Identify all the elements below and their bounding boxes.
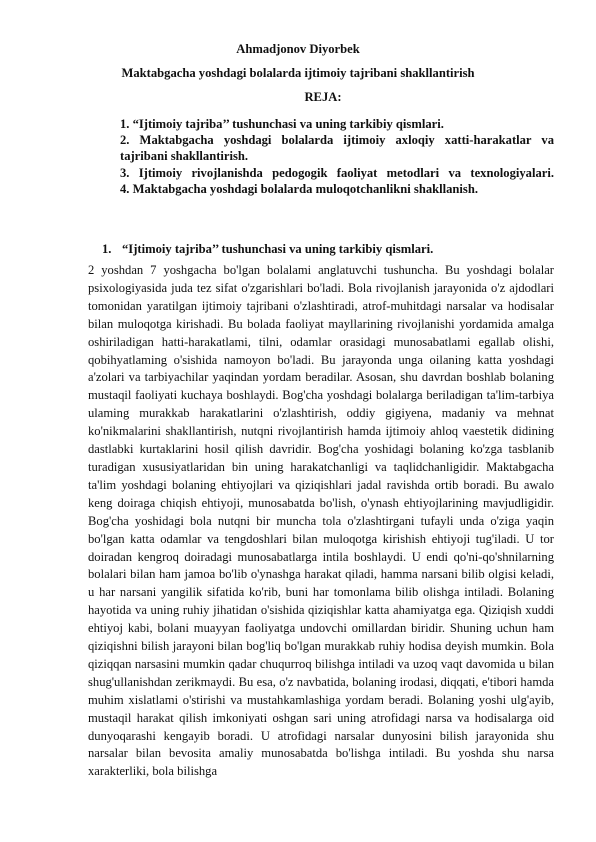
section-heading <box>102 242 562 257</box>
plan-item: 4. Maktabgacha yoshdagi bolalarda muloqotchanlikni shakllanish. <box>120 181 478 196</box>
plan-list <box>120 116 554 197</box>
body-paragraph: 2 yoshdan 7 yoshgacha bo'lgan bolalami anglatuvchi tushuncha. Bu yoshdagi bolalar psixologiyasida juda tez sifat o'zgarishlari bo'ladi. Bola rivojlanish jarayonida o'z ajdodlari tomonidan yaratilgan ijtimoiy tajribani o'zlashtiradi, atrof-muhitdagi narsalar va hodisalar bilan muloqotga kirishadi. Bu bolada faoliyat mayllarining rivojlanishi yordamida amalga oshiriladigan hatti-harakatlami, tilni, odamlar orasidagi munosabatlami egallab olishi, qobihyatlaming o'sishida namoyon bo'ladi. Bu jarayonda unga oilaning katta yoshdagi a'zolari va tarbiyachilar yaqindan yordam beradilar. Asosan, shu davrdan boshlab bolaning mustaqil faoliyati kuchaya boshlaydi. Bog'cha yoshdagi bolalarga beriladigan ta'lim-tarbiya ulaming murakkab harakatlarini o'zlashtirish, oddiy gigiyena, madaniy va mehnat ko'nikmalarini shakllantirish, nutqni rivojlantirish hamda ijtimoiy ahloq vaestetik didining dastlabki kurtaklarini hosil qilish davridir. Bog'cha yoshidagi bolaning ko'zga tasblanib turadigan xususiyatlaridan bin uning harakatchanligi va taqlidchanligidir. Maktabgacha ta'lim yoshdagi bolaning ehtiyojlari va qiziqishlari jadal ravishda ortib boradi. Bu awalo keng doiraga chiqish ehtiyoji, munosabatda bo'lish, o'ynash ehtiyojlarining mavjudligidir. Bog'cha yoshidagi bola nutqni bir muncha tola o'zlashtirgani tufayli unda o'ziga yaqin bo'lgan katta odamlar va tengdoshlari bilan muloqotga kirishish ehtiyoji tug'iladi. U tor doiradan kengroq doiradagi munosabatlarga intila boshlaydi. U endi qo'ni-qo'shnilarning bolalari bilan ham jamoa bo'lib o'ynashga harakat qiladi, hamma narsani bilib olgisi keladi, u har narsani yangilik sifatida ko'rib, buni har tomonlama bilib olishga intiladi. Bolaning hayotida va uning ruhiy jihatidan o'sishida qiziqishlar katta ahamiyatga ega. Qiziqish xuddi ehtiyoj kabi, bolani muayyan faoliyatga undovchi omillardan biridir. Shuning uchun ham qiziqishni bilish jarayoni bilan bog'liq bo'lgan murakkab ruhiy hodisa deyish mumkin. Bola qiziqqan narsasini mumkin qadar chuqurroq bilishga intiladi va uzoq vaqt davomida u bilan shug'ullanishdan zerikmaydi. Bu esa, o'z navbatida, bolaning irodasi, diqqati, e'tibori hamda muhim xislatlami o'stirishi va mustahkamlashiga yordam beradi. Bolaning yoshi ulg'ayib, mustaqil harakat qilish imkoniyati oshgan sari uning atrofidagi narsa va hodisalarga oid dunyoqarashi kengayib boradi. U atrofidagi narsalar dunyosini bilish jarayonida shu narsalar bilan bevosita amaliy munosabatda bo'lishga intiladi. Bu yoshda shu narsa xarakterliki, bola bilishga <box>88 263 554 779</box>
plan-item: 2. Maktabgacha yoshdagi bolalarda ijtimoiy axloqiy xatti-harakatlar va tajribani shakllantirish. <box>120 133 554 164</box>
plan-heading: REJA: <box>304 90 342 104</box>
document-title: Maktabgacha yoshdagi bolalarda ijtimoiy tajribani shakllantirish <box>121 66 475 80</box>
plan-item: 3. Ijtimoiy rivojlanishda pedogogik faoliyat metodlari va texnologiyalari. <box>120 165 554 180</box>
author-name: Ahmadjonov Diyorbek <box>236 42 360 56</box>
section-title: “Ijtimoiy tajriba’’ tushunchasi va uning tarkibiy qismlari. <box>122 242 434 256</box>
plan-item: 1. “Ijtimoiy tajriba’’ tushunchasi va uning tarkibiy qismlari. <box>120 117 444 131</box>
section-number: 1. <box>102 242 112 256</box>
